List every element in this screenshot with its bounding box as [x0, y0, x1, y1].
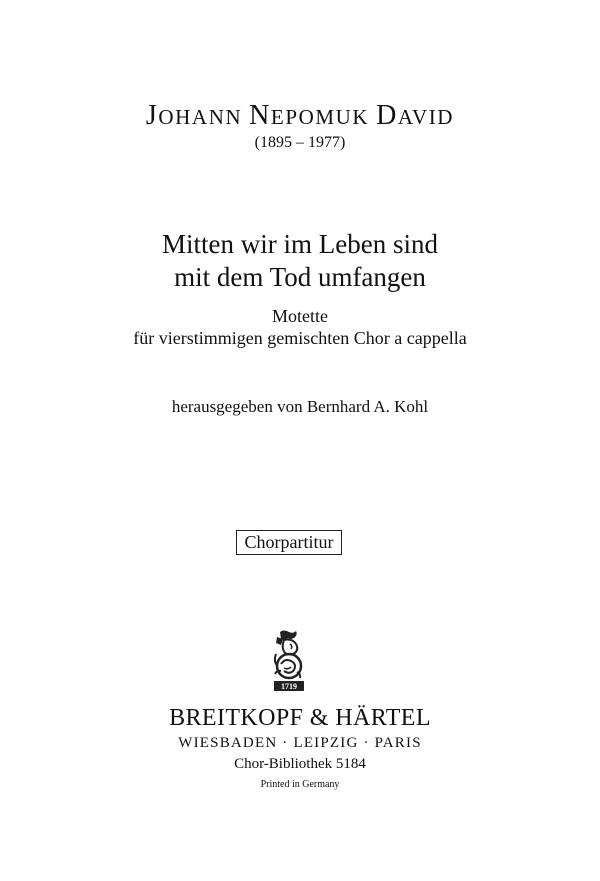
- composer-name-part: EPOMUK: [270, 105, 377, 129]
- composer-initial-d: D: [376, 100, 398, 131]
- composer-dates: (1895 – 1977): [254, 134, 346, 151]
- publisher-logo-year: 1719: [281, 682, 297, 691]
- composer-initial-j: J: [145, 100, 159, 131]
- composer-name-part: OHANN: [158, 105, 250, 129]
- publisher-cities: WIESBADEN · LEIPZIG · PARIS: [178, 735, 422, 751]
- publisher-logo-emblem: [266, 628, 310, 694]
- composer-initial-n: N: [249, 100, 271, 131]
- scoring-description: für vierstimmigen gemischten Chor a cappella: [133, 328, 467, 348]
- printed-in-note: Printed in Germany: [260, 779, 340, 790]
- work-title-line-2: mit dem Tod umfangen: [174, 262, 426, 292]
- work-title-line-1: Mitten wir im Leben sind: [162, 229, 438, 259]
- catalog-number: Chor-Bibliothek 5184: [234, 756, 366, 772]
- composer-name-part: AVID: [397, 105, 455, 129]
- composer-name: [0, 100, 600, 132]
- editor-credit: herausgegeben von Bernhard A. Kohl: [171, 397, 429, 416]
- edition-type-box: Chorpartitur: [236, 530, 342, 555]
- genre-label: Motette: [272, 306, 328, 326]
- publisher-name: BREITKOPF & HÄRTEL: [169, 705, 431, 731]
